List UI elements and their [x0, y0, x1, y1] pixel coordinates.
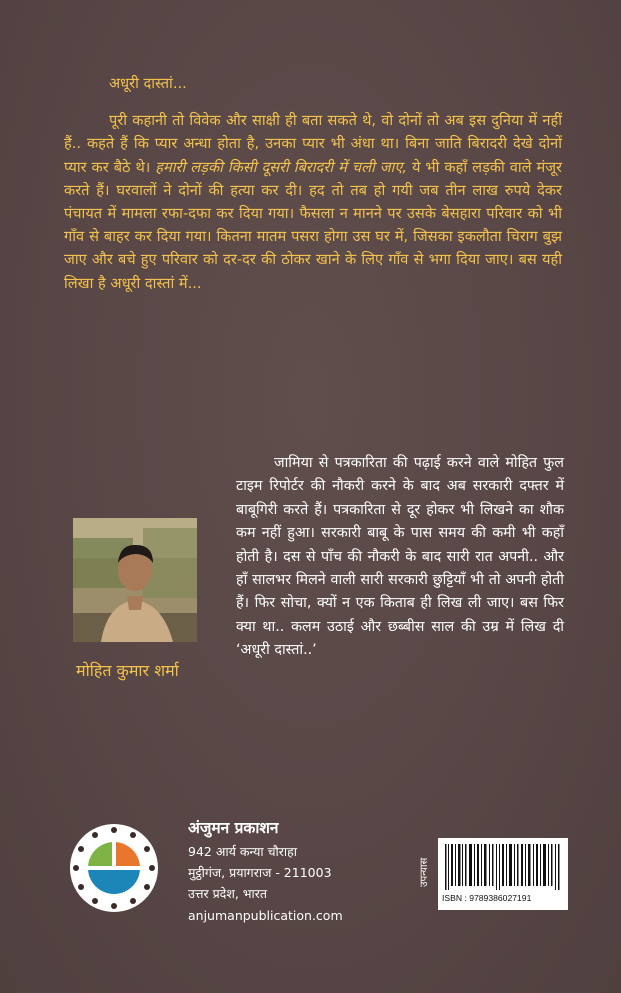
barcode: [438, 838, 568, 910]
blurb-heading: अधूरी दास्तां...: [109, 75, 187, 92]
author-bio-text: जामिया से पत्रकारिता की पढ़ाई करने वाले मोहित फुल टाइम रिपोर्टर की नौकरी करने के बाद अब सरकारी दफ्तर में बाबूगिरी करते हैं। पत्रकारिता से दूर होकर भी लिखने का शौक कम नहीं हुआ। सरकारी बाबू के पास समय की कमी भी कहाँ होती है। दस से पाँच की नौकरी के बाद सारी रात अपनी.. और हाँ सालभर मिलने वाली सारी सरकारी छुट्टियाँ भी तो अपनी होती हैं। फिर सोचा, क्यों न एक किताब ही लिख ली जाए। बस फिर क्या था.. कलम उठाई और छब्बीस साल की उम्र में लिख दी ‘अधूरी दास्तां..’: [236, 455, 564, 659]
isbn-number: ISBN : 9789386027191: [442, 893, 532, 903]
publisher-info: [188, 818, 343, 926]
publisher-address-line1: 942 आर्य कन्या चौराहा: [188, 844, 297, 859]
blurb-text-2: ये भी कहाँ लड़की वाले मंजूर करते हैं। घरवालों ने दोनों की हत्या कर दी। हद तो तब हो गयी जब तीन लाख रुपये देकर पंचायत में मामला रफा-दफा कर दिया गया। फैसला न मानने पर उसके बेसहारा परिवार को भी गाँव से बाहर कर दिया गया। कितना मातम पसरा होगा उस घर में, जिसका इकलौता चिराग बुझ जाए और बचे हुए परिवार को दर-दर की ठोकर खाने के लिए गाँव से भगा दिया जाए। बस यही लिखा है अधूरी दास्तां में...: [64, 158, 562, 292]
publisher-name: अंजुमन प्रकाशन: [188, 819, 279, 837]
publisher-logo: [68, 822, 160, 914]
blurb-section: [64, 72, 562, 295]
barcode-bars: [443, 844, 563, 890]
blurb-paragraph: [64, 109, 562, 295]
author-bio: [236, 452, 564, 663]
blurb-italic-quote: हमारी लड़की किसी दूसरी बिरादरी में चली जाए,: [155, 158, 408, 176]
publisher-url[interactable]: anjumanpublication.com: [188, 908, 343, 923]
publisher-address-line3: उत्तर प्रदेश, भारत: [188, 886, 268, 901]
genre-label: उपन्यास: [419, 857, 430, 887]
blurb-text-1: पूरी कहानी तो विवेक और साक्षी ही बता सकते थे, वो दोनों तो अब इस दुनिया में नहीं हैं.. कहते हैं कि प्यार अन्धा होता है, उनका प्यार भी अंधा था। बिना जाति बिरादरी देखे दोनों प्यार कर बैठे थे।: [64, 112, 562, 176]
author-photo: [73, 518, 197, 642]
publisher-address-line2: मुट्ठीगंज, प्रयागराज - 211003: [188, 865, 332, 880]
author-name: मोहित कुमार शर्मा: [76, 661, 179, 680]
